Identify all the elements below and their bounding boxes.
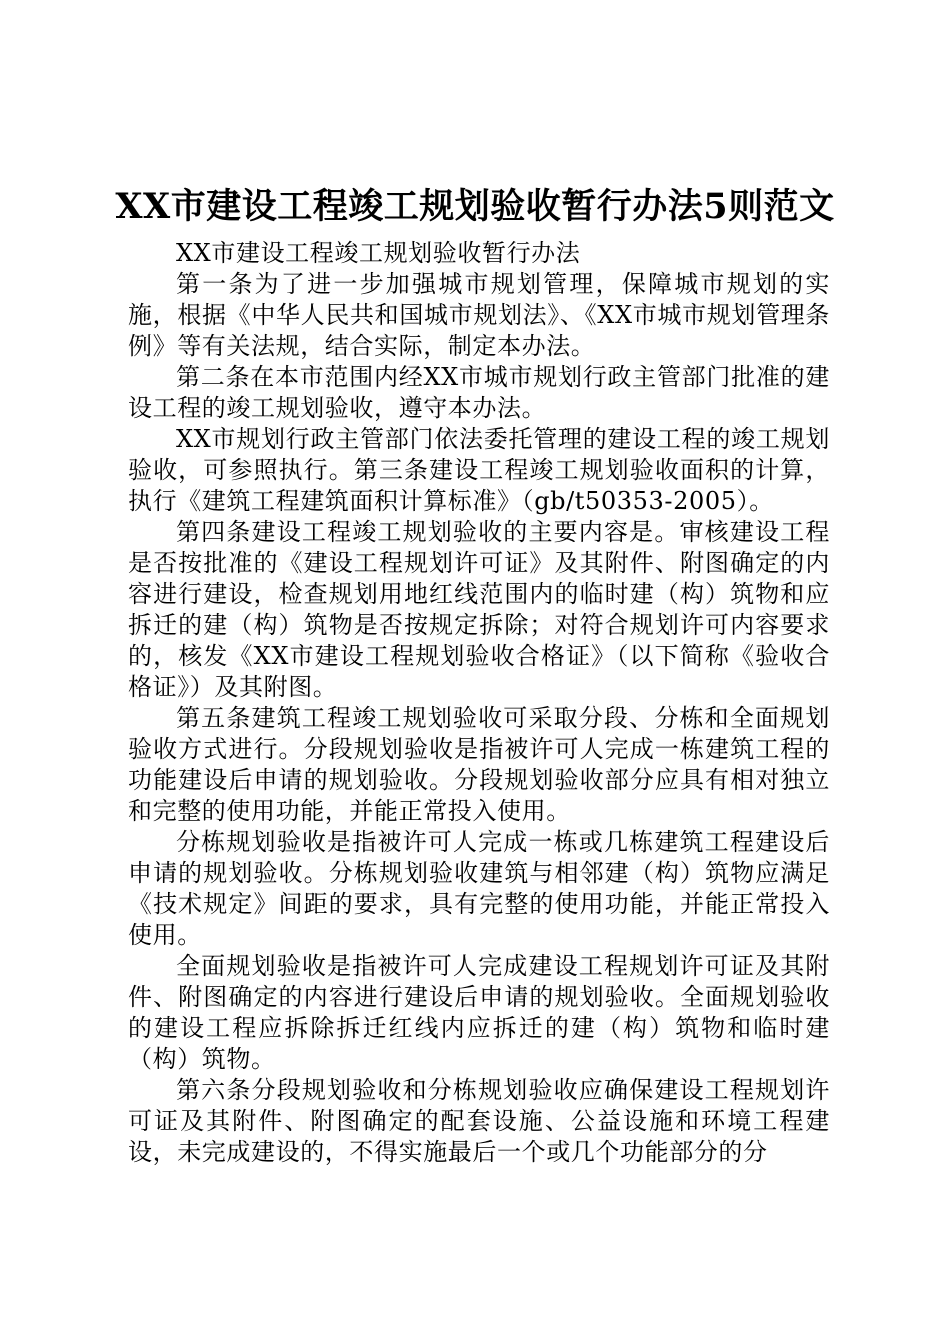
paragraph-building-acceptance: 分栋规划验收是指被许可人完成一栋或几栋建筑工程建设后申请的规划验收。分栋规划验收建筑与相邻建（构）筑物应满足《技术规定》间距的要求，具有完整的使用功能，并能正常投入使用。 xyxy=(128,828,830,949)
document-title: XX市建设工程竣工规划验收暂行办法5则范文 xyxy=(115,186,835,227)
paragraph-article-4: 第四条建设工程竣工规划验收的主要内容是。审核建设工程是否按批准的《建设工程规划许可证》及其附件、附图确定的内容进行建设，检查规划用地红线范围内的临时建（构）筑物和应拆迁的建（构）筑物是否按规定拆除；对符合规划许可内容要求的，核发《XX市建设工程规划验收合格证》（以下简称《验收合格证》）及其附图。 xyxy=(128,518,830,701)
paragraph-article-3: XX市规划行政主管部门依法委托管理的建设工程的竣工规划验收，可参照执行。第三条建设工程竣工规划验收面积的计算，执行《建筑工程建筑面积计算标准》（gb/t50353-2005）。 xyxy=(128,425,830,515)
paragraph-article-2: 第二条在本市范围内经XX市城市规划行政主管部门批准的建设工程的竣工规划验收，遵守本办法。 xyxy=(128,363,830,422)
paragraph-full-acceptance: 全面规划验收是指被许可人完成建设工程规划许可证及其附件、附图确定的内容进行建设后申请的规划验收。全面规划验收的建设工程应拆除拆迁红线内应拆迁的建（构）筑物和临时建（构）筑物。 xyxy=(128,952,830,1073)
paragraph-article-5: 第五条建筑工程竣工规划验收可采取分段、分栋和全面规划验收方式进行。分段规划验收是指被许可人完成一栋建筑工程的功能建设后申请的规划验收。分段规划验收部分应具有相对独立和完整的使用功能，并能正常投入使用。 xyxy=(128,704,830,825)
document-body xyxy=(128,238,830,1168)
paragraph-subtitle: XX市建设工程竣工规划验收暂行办法 xyxy=(176,239,581,267)
paragraph-article-1: 第一条为了进一步加强城市规划管理，保障城市规划的实施，根据《中华人民共和国城市规划法》、《XX市城市规划管理条例》等有关法规，结合实际，制定本办法。 xyxy=(128,270,830,360)
paragraph-article-6: 第六条分段规划验收和分栋规划验收应确保建设工程规划许可证及其附件、附图确定的配套设施、公益设施和环境工程建设，未完成建设的，不得实施最后一个或几个功能部分的分 xyxy=(128,1076,830,1166)
